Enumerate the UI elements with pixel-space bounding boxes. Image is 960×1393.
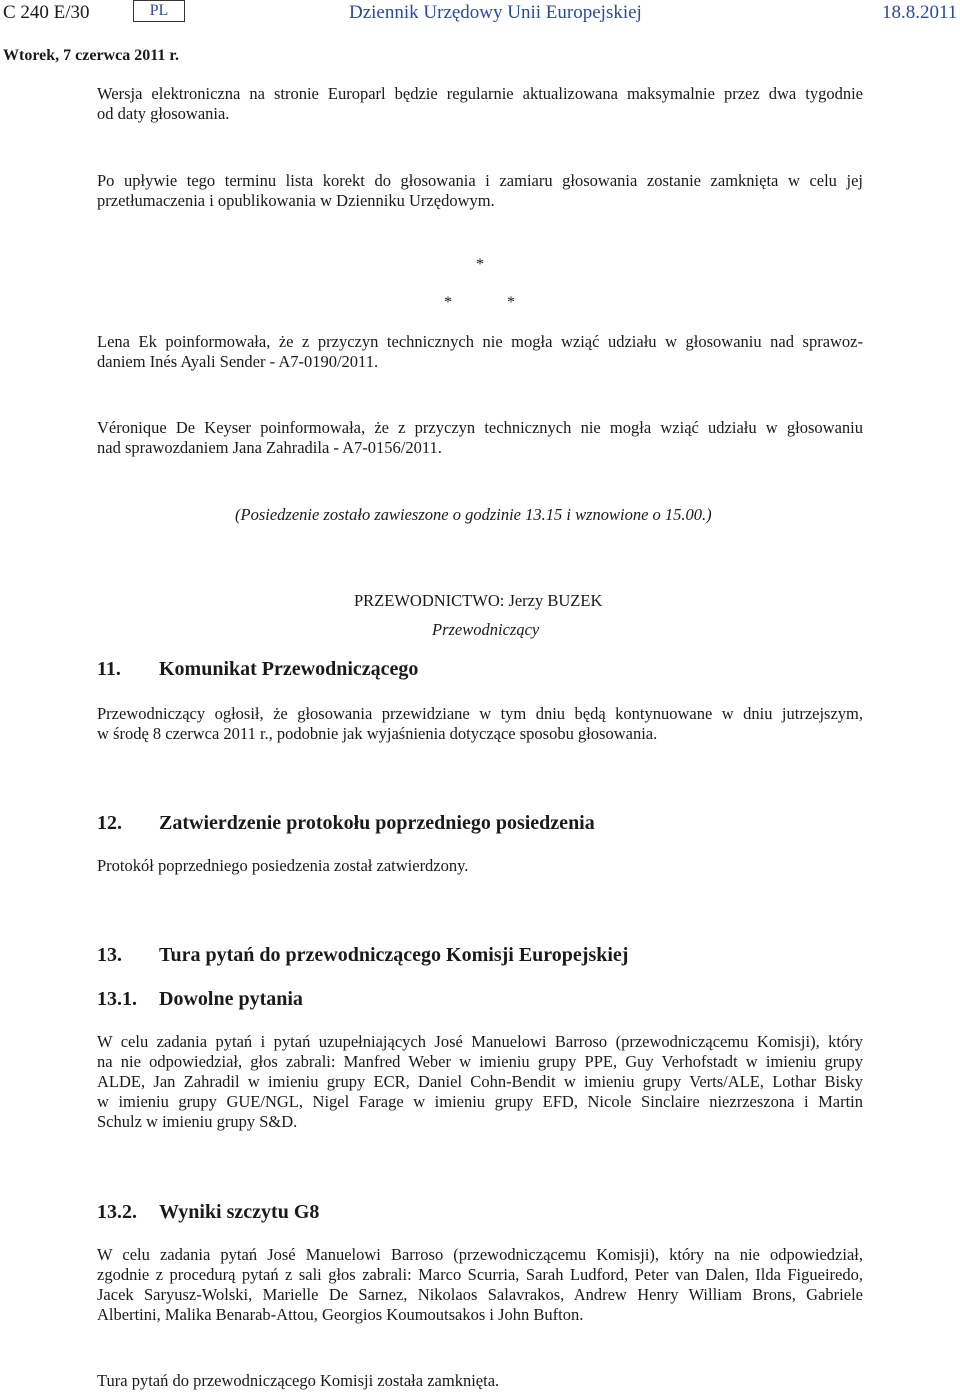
section-number: 11. bbox=[97, 658, 121, 680]
text-line: Albertini, Malika Benarab-Attou, Georgios Koumoutsakos i John Bufton. bbox=[97, 1305, 584, 1324]
text-line: na nie odpowiedział, głos zabrali: Manfred Weber w imieniu grupy PPE, Guy Verhofstadt w imieniu grupy bbox=[97, 1052, 863, 1071]
subsection-title: Wyniki szczytu G8 bbox=[159, 1201, 320, 1223]
paragraph-deadline bbox=[97, 171, 863, 211]
subsection-number: 13.2. bbox=[97, 1201, 137, 1223]
text-line: daniem Inés Ayali Sender - A7-0190/2011. bbox=[97, 352, 379, 371]
section-number: 12. bbox=[97, 812, 122, 834]
separator-star: * bbox=[444, 294, 452, 311]
text-line: Lena Ek poinformowała, że z przyczyn technicznych nie mogła wziąć udziału w głosowaniu nad sprawoz- bbox=[97, 332, 863, 351]
section-12-text: Protokół poprzedniego posiedzenia został zatwierdzony. bbox=[97, 856, 469, 875]
journal-title: Dziennik Urzędowy Unii Europejskiej bbox=[349, 2, 642, 23]
text-line: Po upływie tego terminu lista korekt do głosowania i zamiaru głosowania zostanie zamknięta w celu jej bbox=[97, 171, 863, 190]
section-title: Komunikat Przewodniczącego bbox=[159, 658, 419, 680]
text-line: W celu zadania pytań José Manuelowi Barroso (przewodniczącemu Komisji), który na nie odpowiedział, bbox=[97, 1245, 863, 1264]
chair-line: PRZEWODNICTWO: Jerzy BUZEK bbox=[354, 591, 603, 610]
text-line: zgodnie z procedurą pytań z sali głos zabrali: Marco Scurria, Sarah Ludford, Peter van Dalen, Ilda Figueiredo, bbox=[97, 1265, 863, 1284]
section-title: Tura pytań do przewodniczącego Komisji Europejskiej bbox=[159, 944, 629, 966]
section-title: Zatwierdzenie protokołu poprzedniego posiedzenia bbox=[159, 812, 595, 834]
separator-star: * bbox=[507, 294, 515, 311]
text-line: Schulz w imieniu grupy S&D. bbox=[97, 1112, 298, 1131]
text-line: ALDE, Jan Zahradil w imieniu grupy ECR, Daniel Cohn-Bendit w imieniu grupy Verts/ALE, Lothar Bisky bbox=[97, 1072, 863, 1091]
paragraph-lena-ek bbox=[97, 332, 863, 372]
publication-date: 18.8.2011 bbox=[882, 2, 958, 23]
language-badge: PL bbox=[133, 0, 185, 22]
text-line: nad sprawozdaniem Jana Zahradila - A7-0156/2011. bbox=[97, 438, 442, 457]
text-line: Véronique De Keyser poinformowała, że z przyczyn technicznych nie mogła wziąć udziału w głosowaniu bbox=[97, 418, 863, 437]
section-13-1-text bbox=[97, 1032, 863, 1132]
closing-note: Tura pytań do przewodniczącego Komisji została zamknięta. bbox=[97, 1371, 500, 1390]
text-line: od daty głosowania. bbox=[97, 104, 230, 123]
text-line: Wersja elektroniczna na stronie Europarl będzie regularnie aktualizowana maksymalnie przez dwa tygodnie bbox=[97, 84, 863, 103]
text-line: w środę 8 czerwca 2011 r., podobnie jak wyjaśnienia dotyczące sposobu głosowania. bbox=[97, 724, 658, 743]
separator-star: * bbox=[476, 256, 484, 273]
text-line: Przewodniczący ogłosił, że głosowania przewidziane w tym dniu będą kontynuowane w dniu jutrzejszym, bbox=[97, 704, 863, 723]
text-line: W celu zadania pytań i pytań uzupełniających José Manuelowi Barroso (przewodniczącemu Komisji), który bbox=[97, 1032, 863, 1051]
subsection-number: 13.1. bbox=[97, 988, 137, 1010]
chair-role: Przewodniczący bbox=[432, 620, 540, 639]
suspension-note: (Posiedzenie zostało zawieszone o godzinie 13.15 i wznowione o 15.00.) bbox=[235, 505, 712, 524]
paragraph-de-keyser bbox=[97, 418, 863, 458]
session-date: Wtorek, 7 czerwca 2011 r. bbox=[3, 47, 179, 64]
text-line: w imieniu grupy GUE/NGL, Nigel Farage w imieniu grupy EFD, Nicole Sinclaire niezrzeszona i Martin bbox=[97, 1092, 863, 1111]
paragraph-electronic-version bbox=[97, 84, 863, 124]
section-number: 13. bbox=[97, 944, 122, 966]
section-13-2-text bbox=[97, 1245, 863, 1325]
section-11-text bbox=[97, 704, 863, 744]
text-line: przetłumaczenia i opublikowania w Dzienniku Urzędowym. bbox=[97, 191, 495, 210]
subsection-title: Dowolne pytania bbox=[159, 988, 303, 1010]
page-reference: C 240 E/30 bbox=[3, 2, 90, 23]
text-line: Jacek Saryusz-Wolski, Marielle De Sarnez, Nikolaos Salavrakos, Andrew Henry William Brons, Gabriele bbox=[97, 1285, 863, 1304]
